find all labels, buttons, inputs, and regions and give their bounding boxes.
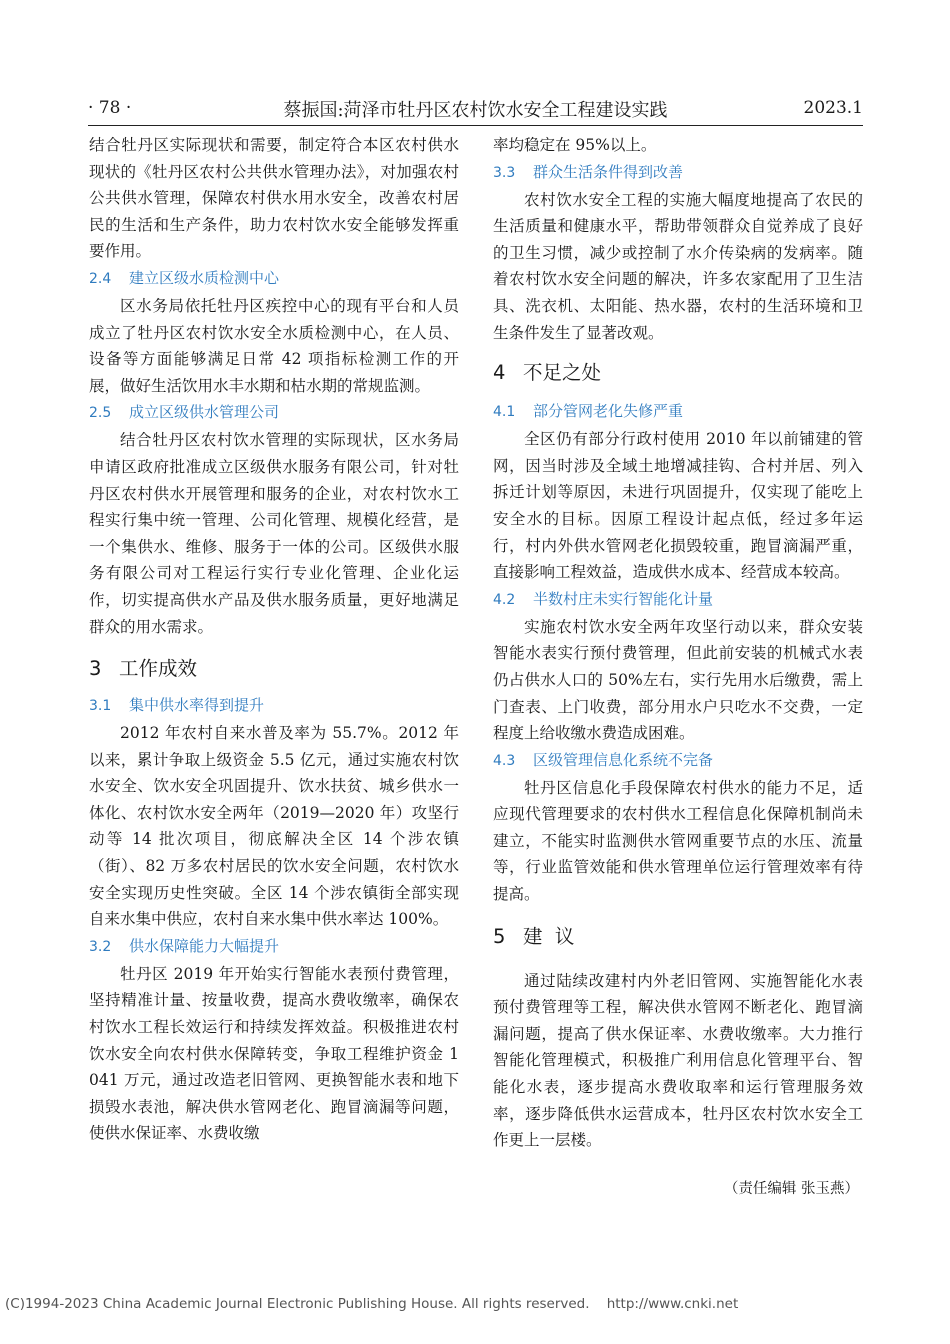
- paragraph-4-1: 全区仍有部分行政村使用 2010 年以前铺建的管网，因当时涉及全域土地增减挂钩、合村并居、列入拆迁计划等原因，未进行巩固提升，仅实现了能吃上安全水的目标。因原工程设计起点低，经过多年运行，村内外供水管网老化损毁较重，跑冒滴漏严重，直接影响工程效益，造成供水成本、经营成本较高。: [493, 430, 863, 582]
- page-number: · 78 ·: [88, 98, 132, 118]
- issue-number: 2023.1: [803, 98, 863, 118]
- section-heading-3: 3 工作成效: [89, 657, 198, 681]
- heading-3-3: 3.3 群众生活条件得到改善: [493, 162, 684, 181]
- heading-4-1: 4.1 部分管网老化失修严重: [493, 402, 684, 421]
- heading-2-5: 2.5 成立区级供水管理公司: [89, 403, 280, 422]
- heading-4-2: 4.2 半数村庄未实行智能化计量: [493, 589, 714, 608]
- paragraph-3-2: 牡丹区 2019 年开始实行智能水表预付费管理，坚持精准计量、按量收费，提高水费收缴率，确保农村饮水工程长效运行和持续发挥效益。积极推进农村饮水安全向农村供水保障转变，争取工程维护资金 1 041 万元，通过改造老旧管网、更换智能水表和地下损毁水表池，解决供水管网老化、跑冒滴漏等问题，使供水保证率、水费收缴: [89, 964, 459, 1143]
- continuation-paragraph: 率均稳定在 95%以上。: [493, 136, 657, 154]
- header-rule: [88, 125, 863, 126]
- paragraph-2-4: 区水务局依托牡丹区疾控中心的现有平台和人员成立了牡丹区农村饮水安全水质检测中心，在人员、设备等方面能够满足日常 42 项指标检测工作的开展，做好生活饮用水丰水期和枯水期的常规监测。: [89, 296, 459, 395]
- intro-paragraph: 结合牡丹区实际现状和需要，制定符合本区农村供水现状的《牡丹区农村公共供水管理办法》，对加强农村公共供水管理，保障农村供水用水安全，改善农村居民的生活和生产条件，助力农村饮水安全能够发挥重要作用。: [89, 136, 459, 261]
- copyright-footer: (C)1994-2023 China Academic Journal Electronic Publishing House. All rights reserved. http://www.cnki.net: [5, 1296, 739, 1312]
- left-column: [89, 132, 459, 1147]
- heading-3-2: 3.2 供水保障能力大幅提升: [89, 936, 280, 955]
- responsible-editor: （责任编辑 张玉燕）: [723, 1180, 859, 1197]
- section-heading-5: 5 建 议: [493, 924, 575, 948]
- heading-2-4: 2.4 建立区级水质检测中心: [89, 268, 280, 287]
- heading-4-3: 4.3 区级管理信息化系统不完备: [493, 750, 714, 769]
- right-column: [493, 132, 863, 1202]
- heading-3-1: 3.1 集中供水率得到提升: [89, 696, 265, 715]
- running-title: 蔡振国:菏泽市牡丹区农村饮水安全工程建设实践: [283, 100, 668, 121]
- running-header: [88, 96, 863, 126]
- section-heading-4: 4 不足之处: [493, 361, 602, 385]
- paragraph-4-3: 牡丹区信息化手段保障农村供水的能力不足，适应现代管理要求的农村供水工程信息化保障机制尚未建立，不能实时监测供水管网重要节点的水压、流量等，行业监管效能和供水管理单位运行管理效率有待提高。: [493, 778, 863, 904]
- paragraph-4-2: 实施农村饮水安全两年攻坚行动以来，群众安装智能水表实行预付费管理，但此前安装的机械式水表仍占供水人口的 50%左右，实行先用水后缴费，需上门查表、上门收费，部分用水户只吃水不交费，一定程度上给收缴水费造成困难。: [493, 617, 863, 743]
- paragraph-3-1: 2012 年农村自来水普及率为 55.7%。2012 年以来，累计争取上级资金 5.5 亿元，通过实施农村饮水安全、饮水安全巩固提升、饮水扶贫、城乡供水一体化、农村饮水安全两年（2019—2020 年）攻坚行动等 14 批次项目，彻底解决全区 14 个涉农镇（街）、82 万多农村居民的饮水安全问题，农村饮水安全实现历史性突破。全区 14 个涉农镇街全部实现自来水集中供应，农村自来水集中供水率达 100%。: [89, 724, 459, 929]
- paragraph-3-3: 农村饮水安全工程的实施大幅度地提高了农民的生活质量和健康水平，帮助带领群众自觉养成了良好的卫生习惯，减少或控制了水介传染病的发病率。随着农村饮水安全问题的解决，许多农家配用了卫生洁具、洗衣机、太阳能、热水器，农村的生活环境和卫生条件发生了显著改观。: [493, 190, 863, 342]
- paragraph-5: 通过陆续改建村内外老旧管网、实施智能化水表预付费管理等工程，解决供水管网不断老化、跑冒滴漏问题，提高了供水保证率、水费收缴率。大力推行智能化管理模式，积极推广利用信息化管理平台、智能化水表，逐步提高水费收取率和运行管理服务效率，逐步降低供水运营成本，牡丹区农村饮水安全工作更上一层楼。: [493, 971, 863, 1150]
- paragraph-2-5: 结合牡丹区农村饮水管理的实际现状，区水务局申请区政府批准成立区级供水服务有限公司，针对牡丹区农村供水开展管理和服务的企业，对农村饮水工程实行集中统一管理、公司化管理、规模化经营，是一个集供水、维修、服务于一体的公司。区级供水服务有限公司对工程运行实行专业化管理、企业化运作，切实提高供水产品及供水服务质量，更好地满足群众的用水需求。: [89, 431, 459, 636]
